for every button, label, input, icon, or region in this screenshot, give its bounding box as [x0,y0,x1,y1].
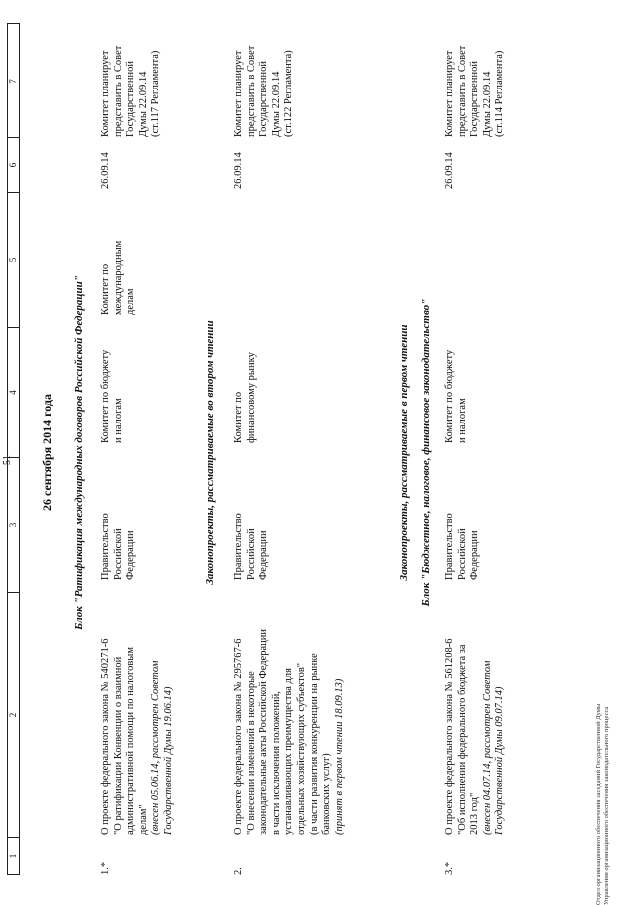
plan-line: Думы 22.09.14 [137,71,149,137]
bill-description [233,580,346,835]
plan-line: представить в Совет [456,45,468,137]
date-title: 26 сентября 2014 года [40,394,54,511]
co-committee-cell [100,195,138,315]
author-line: Правительство [233,513,244,580]
committee-line: Комитет по [233,391,244,443]
bill-title-line: "О внесении изменений в некоторые [245,671,257,835]
plan-cell [233,17,296,137]
page-number: 51 [2,455,13,465]
bill-title-line: делам" [137,804,149,835]
column-header-row [7,23,20,875]
block-title: Блок "Ратификация международных договоров Российской Федерации" [73,275,85,630]
column-header: 6 [8,137,19,192]
committee-cell [100,323,125,443]
committee-line: и налогам [456,398,468,443]
plan-line: (ст.117 Регламента) [150,50,162,137]
plan-cell [100,17,163,137]
row-number: 2. [233,867,244,875]
plan-line: представить в Совет [112,45,124,137]
bill-title-line: устанавливающих преимущества для [283,668,295,835]
committee-line: Комитет по бюджету [444,349,455,443]
plan-line: Государственной [258,61,270,137]
plan-line: Государственной [125,61,137,137]
author-line: Правительство [444,513,455,580]
column-header: 7 [8,79,18,84]
row-number: 3.* [444,861,455,875]
author-line: Российской [112,528,124,580]
committee-line: финансовому рынку [245,352,257,443]
plan-cell [444,17,507,137]
bill-note-line: (принят в первом чтении 18.09.13) [333,678,345,835]
footer-line: Управления организационного обеспечения законодательного процесса [603,706,611,905]
column-header: 5 [8,192,19,327]
bill-title-line: законодательные акты Российской Федерации [258,628,270,835]
bill-title-line: административной помощи по налоговым [125,646,137,835]
bill-description [100,585,176,835]
date-cell: 26.09.14 [233,152,244,189]
author-line: Российской [245,528,257,580]
bill-title-line: банковских услуг) [321,753,333,835]
bill-title-line: "О ратификации Конвенции о взаимной [112,656,124,835]
co-committee-line: международным [112,240,124,315]
committee-line: и налогам [112,398,124,443]
author-line: Правительство [100,513,111,580]
bill-title-line: отдельных хозяйствующих субъектов" [295,662,307,835]
column-header: 4 [8,327,19,457]
bill-title-line: (в части развития конкуренции на рынке [308,653,320,835]
co-committee-line: делам [125,288,137,315]
bill-note-line: (внесен 04.07.14, рассмотрен Советом [481,660,493,835]
plan-line: Комитет планирует [444,50,455,137]
bill-title-line: О проекте федерального закона № 540271-6 [100,638,111,835]
author-cell [444,460,482,580]
plan-line: (ст.122 Регламента) [283,50,295,137]
plan-line: представить в Совет [245,45,257,137]
column-header: 2 [8,592,19,837]
bill-title-line: "Об исполнении федерального бюджета за [456,644,468,835]
author-cell [100,460,138,580]
block-title: Блок "Бюджетное, налоговое, финансовое законодательство" [420,298,432,607]
bill-note-line: (внесен 05.06.14, рассмотрен Советом [150,660,162,835]
column-header: 1 [8,837,19,874]
plan-line: Думы 22.09.14 [481,71,493,137]
co-committee-line: Комитет по [100,263,111,315]
bill-note-line: Государственной Думы 19.06.14) [162,686,174,835]
bill-title-line: О проекте федерального закона № 561208-6 [444,638,455,835]
author-line: Российской [456,528,468,580]
author-cell [233,460,271,580]
committee-cell [444,323,469,443]
column-header: 3 [8,457,19,592]
plan-line: Комитет планирует [233,50,244,137]
committee-cell [233,323,258,443]
bill-description [444,585,507,835]
author-line: Федерации [125,530,137,580]
section-title: Законопроекты, рассматриваемые в первом чтении [398,324,410,581]
author-line: Федерации [469,530,481,580]
section-title: Законопроекты, рассматриваемые во втором чтении [204,320,216,585]
committee-line: Комитет по бюджету [100,349,111,443]
footer [595,704,611,905]
footer-line: Отдел организационного обеспечения заседаний Государственной Думы [595,703,602,905]
bill-title-line: О проекте федерального закона № 295767-6 [233,638,244,835]
plan-line: Думы 22.09.14 [270,71,282,137]
bill-title-line: 2013 год" [469,792,481,835]
bill-title-line: в части исключения положений, [270,691,282,835]
date-cell: 26.09.14 [444,152,455,189]
bill-note-line: Государственной Думы 09.07.14) [494,686,506,835]
author-line: Федерации [258,530,270,580]
plan-line: (ст.114 Регламента) [494,50,506,137]
date-cell: 26.09.14 [100,152,111,189]
row-number: 1.* [100,861,111,875]
plan-line: Государственной [469,61,481,137]
plan-line: Комитет планирует [100,50,111,137]
